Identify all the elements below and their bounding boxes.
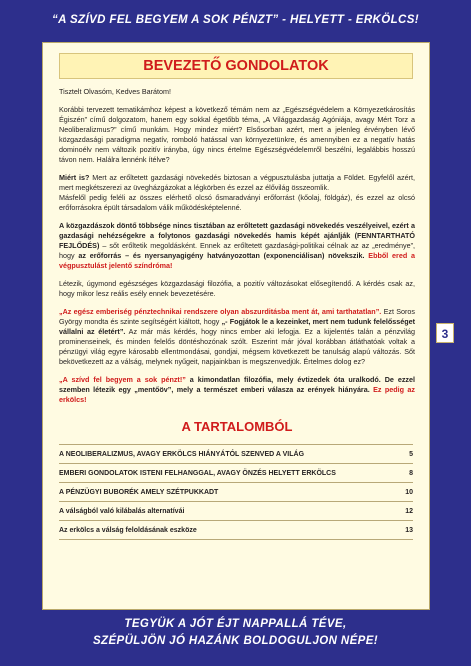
toc-item[interactable] — [59, 444, 413, 464]
page-title: BEVEZETŐ GONDOLATOK — [59, 53, 413, 79]
conclusion-quote: „A szívd fel begyem a sok pénzt!” — [59, 375, 186, 384]
paragraph-conclusion — [59, 375, 415, 405]
soros-text-b: Az már más kérdés, hogy nincs ember aki lefogja. Ez a kijelentés talán a pénzvilág prominenseinek, és minden felelős döntéshozónak szólt. Eszerint már jóval korábban átláthatóak voltak a pénzügyi világ egyre károsabb ellentmondásai, gondjai, mégsem következett be tanulság alapú változás. Sőt bekövetkezett az a válság, melynek nyűgeit, napjainkban is megszenvedjük. Értelmes dolog ez? — [59, 327, 416, 366]
conclusion-text: a kimondatlan filozófia, mely évtizedek óta uralkodó. De ezzel szemben létezik egy „mentőöv”, mely a természet emberi válasza az erények hiányára. — [59, 375, 415, 394]
paragraph-soros — [59, 307, 415, 367]
soros-bold: „- Fogjátok le a kezeinket, mert nem tudunk felelősséget vállalni az életért”. — [59, 317, 415, 336]
toc-item-title: A válságból való kilábalás alternatívái — [59, 507, 185, 515]
economists-red: Ebből ered a végpusztulást jelentő színdróma! — [59, 251, 415, 270]
toc-item-title: Az erkölcs a válság feloldásának eszköze — [59, 526, 197, 534]
toc-title: A TARTALOMBÓL — [181, 419, 293, 434]
why-text: Mert az erőltetett gazdasági növekedés biztosan a végpusztulásba juttatja a Földet. Egyfelől azért, mert megkétszerezi az üvegházgázokat a légkörben és ezzel az élővilág összeomlik. — [59, 173, 415, 192]
paragraph-resources: Másfelől pedig feléli az összes elérhető olcsó ősmaradványi erőforrást (kőolaj, földgáz), és ezzel az olcsó erőforrásokra épült társadalom válik működésképtelenné. — [59, 193, 415, 212]
toc-item-title: A NEOLIBERALIZMUS, AVAGY ERKÖLCS HIÁNYÁTÓL SZENVED A VILÁG — [59, 450, 305, 458]
paragraph-intro: Korábbi tervezett tematikámhoz képest a következő témám nem az „Egészségvédelem a Környezetkárosítás Égiszén” című dolgozatom, hanem egy sokkal égetőbb téma, „A Világgazdaság Agóniája, avagy Mért Torz a Neoliberalizmus?” című munkám. Hogy mindez miért? Elsősorban azért, mert a jelenleg érvényben lévő közgazdasági paradigma negatív, romboló hatással van környezetünkre, és amennyiben ez a negatív hatás dominoélv nem változik pozitív irányba, úgy nincs értelme Egészségvédelemről beszélni, legalábbis hosszú távon nem. Halálra lennénk ítélve? — [59, 105, 415, 164]
soros-quote: „Az egész emberiség pénztechnikai rendszere olyan abszurditásba ment át, ami tarthatatlan”. — [59, 307, 382, 316]
content-panel — [42, 42, 430, 610]
table-of-contents — [59, 444, 413, 540]
conclusion-red: Ez pedig az erkölcs! — [59, 385, 415, 404]
top-banner: “A SZÍVD FEL BEGYEM A SOK PÉNZT” - HELYETT - ERKÖLCS! — [51, 14, 420, 26]
toc-item-title: EMBERI GONDOLATOK ISTENI FELHANGGAL, AVAGY ÖNZÉS HELYETT ERKÖLCS — [59, 469, 336, 477]
paragraph-economists — [59, 221, 415, 271]
economists-text: – sőt erőltetik megoldásként. Ennek az erőltetett gazdasági-politikai célnak az az „eredménye”, hogy — [59, 241, 415, 260]
page-number-badge: 3 — [436, 323, 454, 343]
toc-item-page: 5 — [409, 450, 413, 458]
toc-item-page: 13 — [405, 526, 413, 534]
toc-item[interactable] — [59, 502, 413, 521]
bottom-banner-line-1: TEGYÜK A JÓT ÉJT NAPPALLÁ TÉVE, — [124, 618, 347, 630]
paragraph-why — [59, 173, 415, 193]
toc-item-page: 8 — [409, 469, 413, 477]
bottom-banner — [0, 616, 471, 650]
paragraph-philosophy: Létezik, úgymond egészséges közgazdasági filozófia, a pozitív változásokat elősegítendő. A kérdés csak az, hogy mikor lesz reális esély ennek bevezetésére. — [59, 279, 415, 298]
soros-text-a: Ezt Soros György mondta és szinte segítségért kiáltott, hogy — [59, 307, 416, 326]
toc-item[interactable] — [59, 464, 413, 483]
greeting: Tisztelt Olvasóm, Kedves Barátom! — [59, 87, 171, 96]
toc-item-title: A PÉNZÜGYI BUBORÉK AMELY SZÉTPUKKADT — [59, 488, 219, 496]
toc-item-page: 12 — [405, 507, 413, 515]
toc-item-page: 10 — [405, 488, 413, 496]
toc-item[interactable] — [59, 521, 413, 540]
economists-bold-2: az erőforrás – és nyersanyagigény hatványozottan (exponenciálisan) növekszik. — [78, 251, 365, 260]
toc-item[interactable] — [59, 483, 413, 502]
economists-bold: A közgazdászok döntő többsége nincs tisztában az erőltetett gazdasági növekedés veszélyeivel, ezért a gazdasági nehézségekre a folytonos gazdasági növekedés hamis képét ajánlják (FENNTARTHATÓ FEJLŐDÉS) — [59, 221, 415, 250]
why-lead: Miért is? — [59, 173, 90, 182]
bottom-banner-line-2: SZÉPÜLJÖN JÓ HAZÁNK BOLDOGULJON NÉPE! — [92, 635, 379, 647]
